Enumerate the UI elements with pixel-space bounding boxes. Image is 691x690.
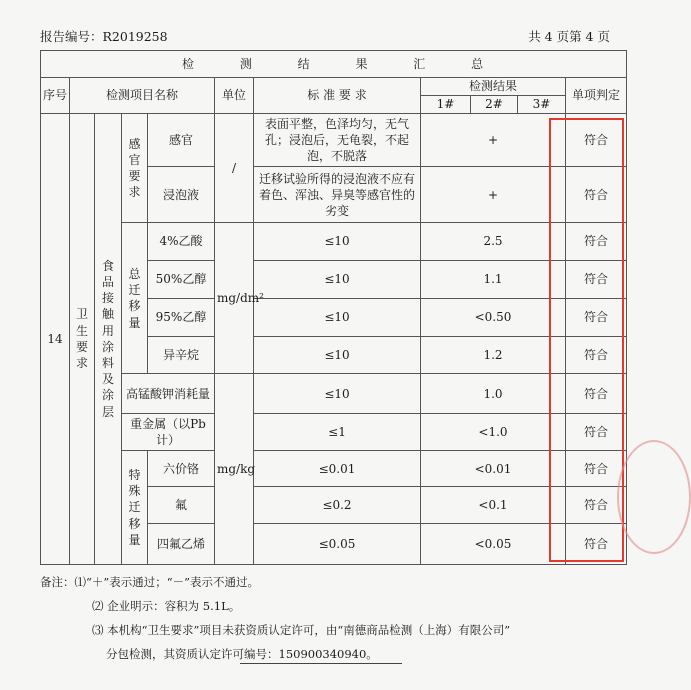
standard-cell: ≤10 (254, 260, 421, 298)
standard-cell: ≤0.01 (254, 451, 421, 487)
category-hygiene: 卫生要求 (70, 113, 95, 564)
verdict-highlight-box (549, 118, 624, 562)
verdict-cell: 符合 (566, 374, 627, 413)
result-cell: 1.1 (421, 260, 566, 298)
header-unit: 单位 (215, 77, 254, 113)
result-cell: <1.0 (421, 413, 566, 450)
standard-cell: ≤10 (254, 337, 421, 374)
result-cell: <0.1 (421, 487, 566, 523)
group-sensory: 感官要求 (122, 113, 148, 223)
standard-cell: 表面平整，色泽均匀，无气孔；浸泡后，无龟裂，不起泡，不脱落 (254, 113, 421, 167)
verdict-cell: 符合 (566, 223, 627, 260)
table-title: 检 测 结 果 汇 总 (41, 51, 627, 78)
unit-cell: mg/dm² (215, 223, 254, 374)
seal-stamp (617, 440, 691, 554)
header-result-2: 2# (471, 95, 518, 113)
result-cell: <0.50 (421, 298, 566, 336)
seq-number: 14 (41, 113, 70, 564)
item-name: 四氟乙烯 (148, 523, 215, 565)
results-summary-table (40, 50, 627, 565)
item-name: 浸泡液 (148, 167, 215, 223)
group-special-migration: 特殊迁移量 (122, 451, 148, 565)
header-result-3: 3# (518, 95, 566, 113)
note-3: ⑶ 本机构“卫生要求”项目未获资质认定许可，由“南德商品检测（上海）有限公司” (92, 623, 511, 637)
group-migration: 总迁移量 (122, 223, 148, 374)
standard-cell: ≤10 (254, 298, 421, 336)
standard-cell: ≤0.2 (254, 487, 421, 523)
result-cell: + (421, 167, 566, 223)
header-result-1: 1# (421, 95, 471, 113)
page-info: 共 4 页第 4 页 (528, 29, 610, 44)
standard-cell: ≤0.05 (254, 523, 421, 565)
item-name: 异辛烷 (148, 337, 215, 374)
notes-section (40, 570, 626, 666)
item-name: 高锰酸钾消耗量 (122, 374, 215, 413)
item-name: 感官 (148, 113, 215, 167)
note-3-continued: 分包检测，其资质认定许可编号：150900340940。 (106, 647, 378, 661)
header-seq: 序号 (41, 77, 70, 113)
header-item: 检测项目名称 (70, 77, 215, 113)
header-standard: 标 准 要 求 (254, 77, 421, 113)
verdict-cell: 符合 (566, 260, 627, 298)
verdict-cell: 符合 (566, 523, 627, 565)
verdict-cell: 符合 (566, 113, 627, 167)
item-name: 4%乙酸 (148, 223, 215, 260)
verdict-cell: 符合 (566, 451, 627, 487)
footer-divider (240, 663, 402, 664)
verdict-cell: 符合 (566, 487, 627, 523)
result-cell: + (421, 113, 566, 167)
verdict-cell: 符合 (566, 337, 627, 374)
note-2: ⑵ 企业明示：容积为 5.1L。 (92, 599, 241, 613)
standard-cell: ≤1 (254, 413, 421, 450)
item-name: 重金属（以Pb计） (122, 413, 215, 450)
verdict-cell: 符合 (566, 167, 627, 223)
verdict-cell: 符合 (566, 413, 627, 450)
result-cell: 2.5 (421, 223, 566, 260)
item-name: 氟 (148, 487, 215, 523)
result-cell: <0.01 (421, 451, 566, 487)
header-verdict: 单项判定 (566, 77, 627, 113)
item-name: 95%乙醇 (148, 298, 215, 336)
report-number: 报告编号：R2019258 (40, 29, 168, 44)
result-cell: 1.0 (421, 374, 566, 413)
item-name: 六价铬 (148, 451, 215, 487)
note-1: 备注：⑴“＋”表示通过；“－”表示不通过。 (40, 575, 260, 589)
item-name: 50%乙醇 (148, 260, 215, 298)
category-food-contact-coatings: 食品接触用涂料及涂层 (95, 113, 122, 564)
unit-cell: mg/kg (215, 374, 254, 565)
header-results: 检测结果 (421, 77, 566, 95)
result-cell: 1.2 (421, 337, 566, 374)
result-cell: <0.05 (421, 523, 566, 565)
standard-cell: 迁移试验所得的浸泡液不应有着色、浑浊、异臭等感官性的劣变 (254, 167, 421, 223)
standard-cell: ≤10 (254, 223, 421, 260)
unit-cell: / (215, 113, 254, 223)
verdict-cell: 符合 (566, 298, 627, 336)
standard-cell: ≤10 (254, 374, 421, 413)
